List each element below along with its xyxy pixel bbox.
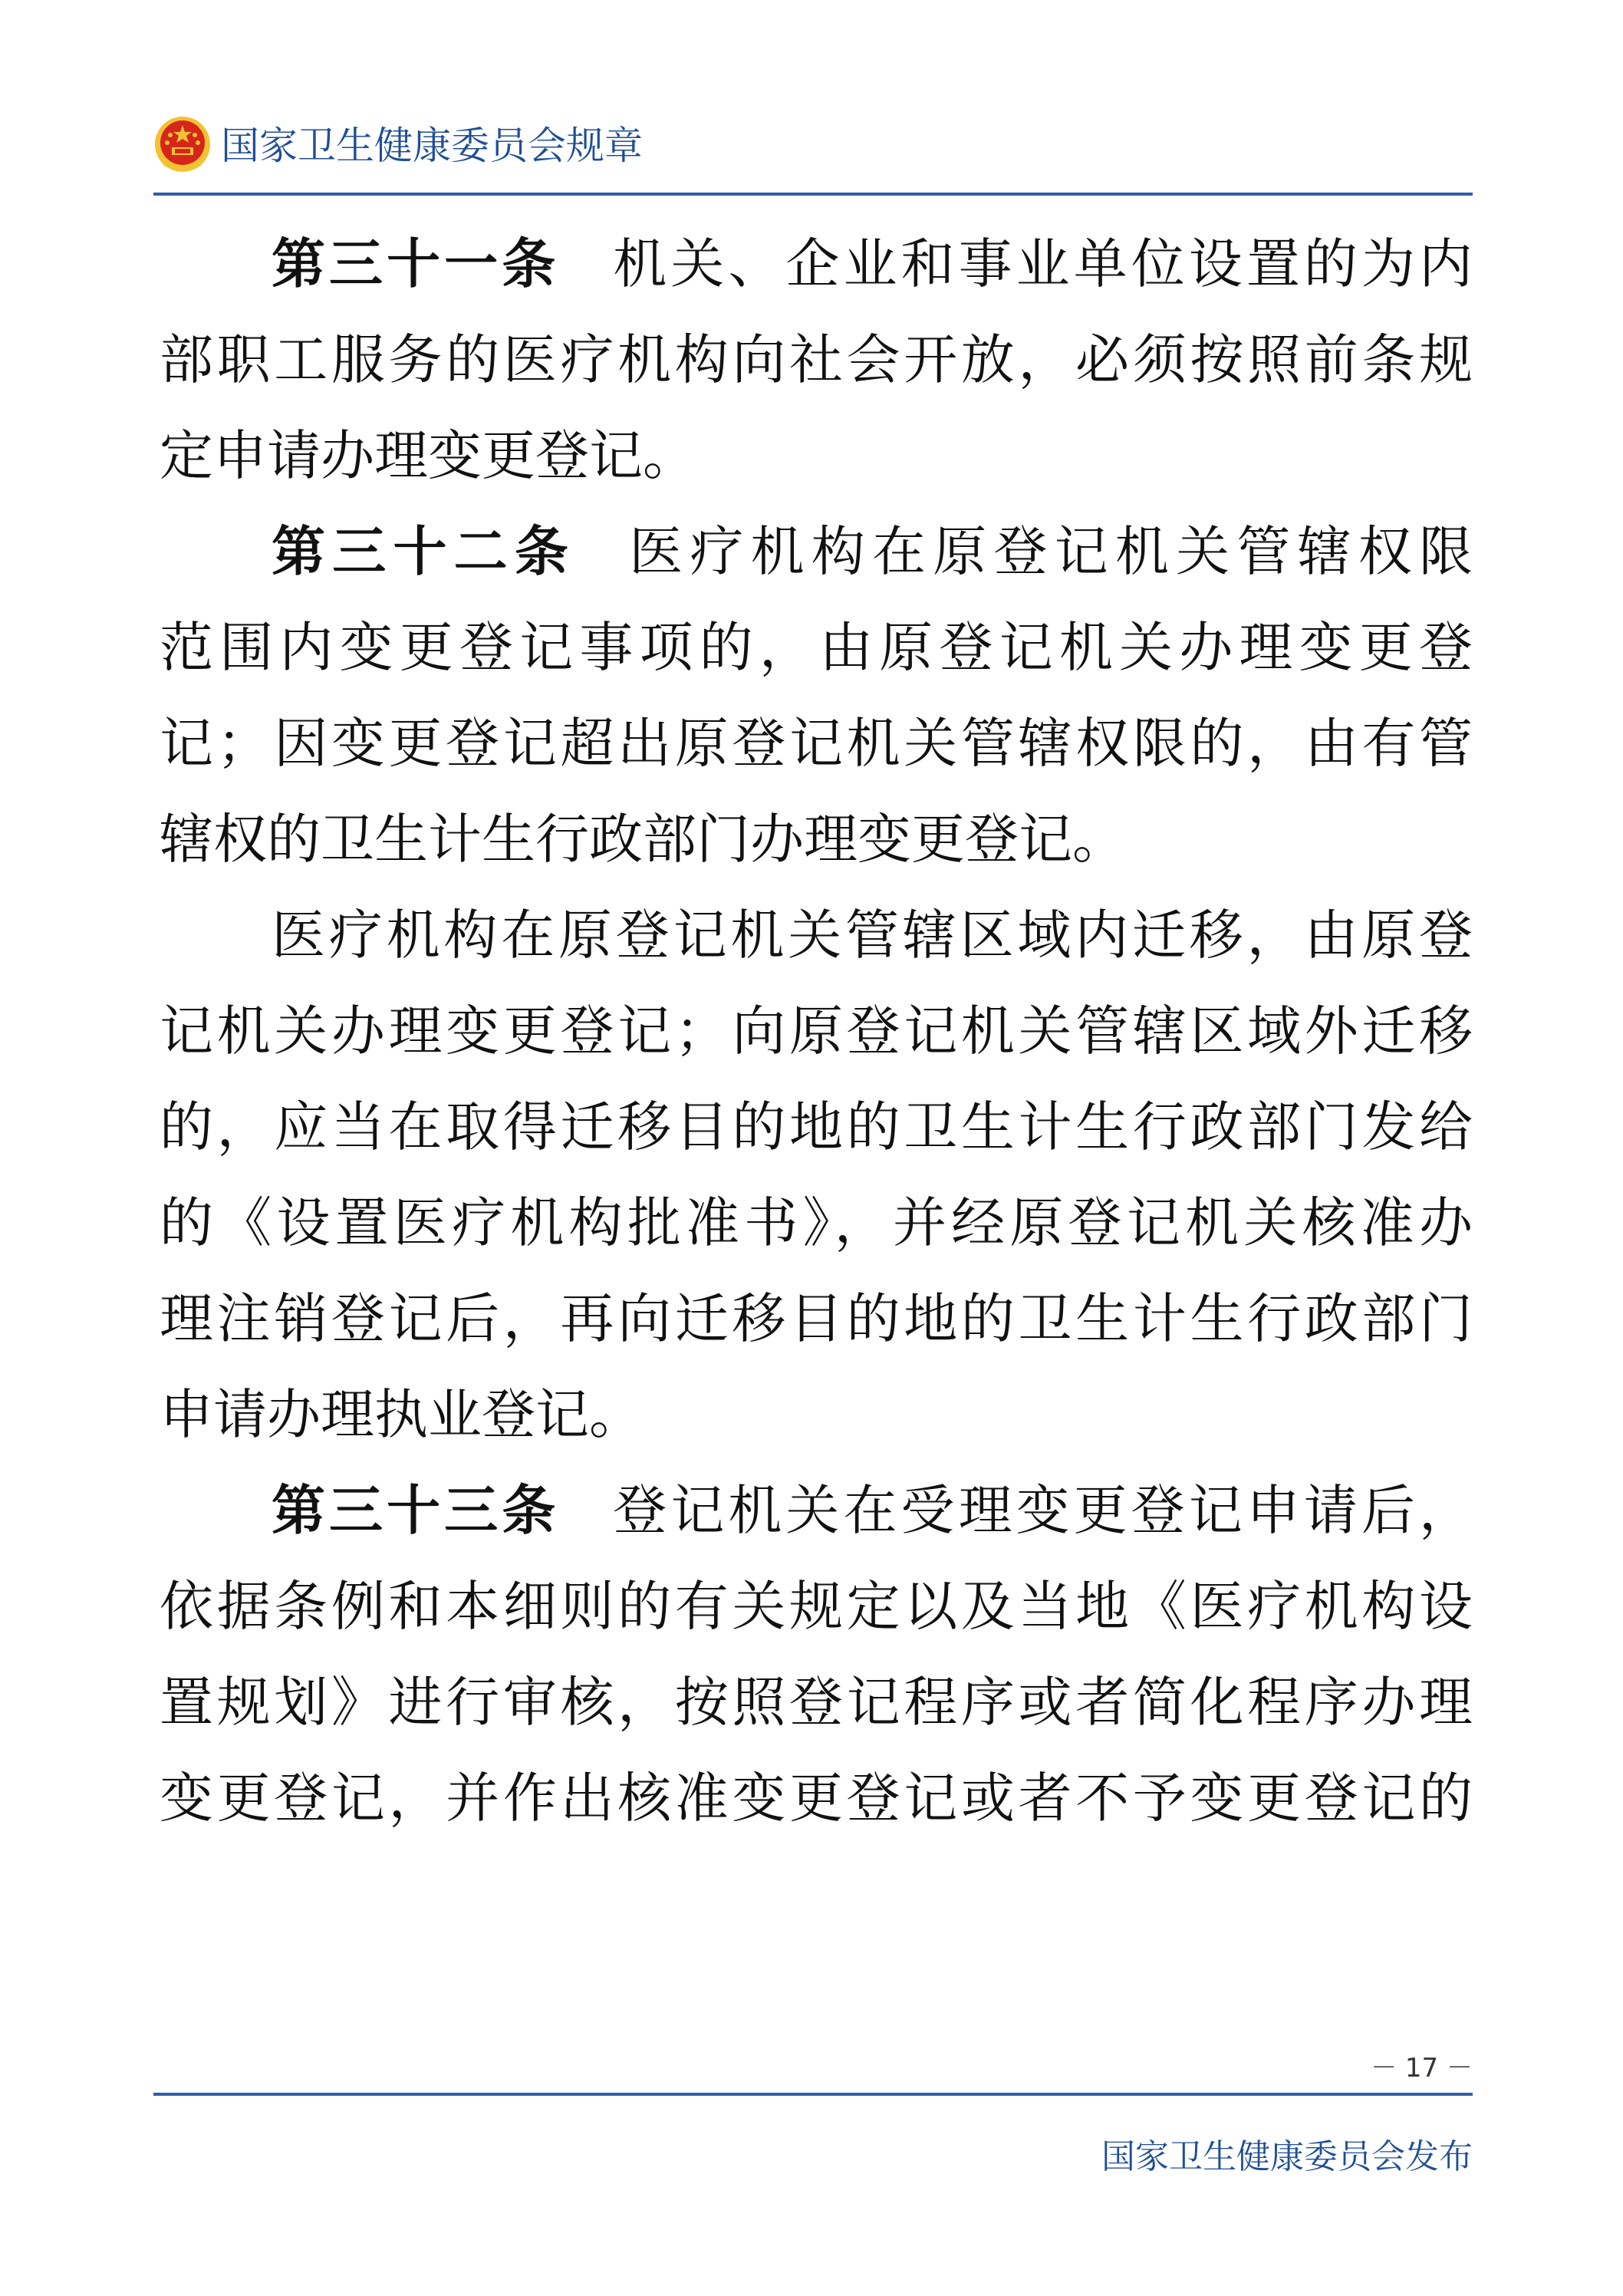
national-emblem-icon xyxy=(153,115,212,173)
text-line: 医疗机构在原登记机关管辖区域内迁移，由原登 xyxy=(272,904,1473,967)
text-line xyxy=(160,216,1473,312)
text-span: 机关、企业和事业单位设置的为内 xyxy=(613,232,1473,295)
text-line xyxy=(160,1463,1473,1559)
article-heading: 第三十三条 xyxy=(272,1479,560,1542)
text-line: 申请办理执业登记。 xyxy=(160,1383,643,1446)
text-span: 登记机关在受理变更登记申请后， xyxy=(613,1479,1473,1542)
text-line: 记；因变更登记超出原登记机关管辖权限的，由有管 xyxy=(160,712,1473,775)
text-line: 的《设置医疗机构批准书》，并经原登记机关核准办 xyxy=(160,1191,1473,1254)
text-line: 理注销登记后，再向迁移目的地的卫生计生行政部门 xyxy=(160,1287,1473,1350)
header-rule xyxy=(153,193,1473,196)
footer-publisher: 国家卫生健康委员会发布 xyxy=(1101,2137,1473,2176)
text-line xyxy=(160,504,1473,600)
text-line: 定申请办理变更登记。 xyxy=(160,424,696,487)
article-31 xyxy=(160,216,1473,504)
text-line: 的，应当在取得迁移目的地的卫生计生行政部门发给 xyxy=(160,1095,1473,1158)
text-line: 变更登记，并作出核准变更登记或者不予变更登记的 xyxy=(160,1767,1473,1830)
article-32 xyxy=(160,504,1473,1463)
document-body xyxy=(160,216,1473,1846)
text-line: 范围内变更登记事项的，由原登记机关办理变更登 xyxy=(160,616,1473,679)
text-line: 依据条例和本细则的有关规定以及当地《医疗机构设 xyxy=(160,1575,1473,1638)
text-span: 医疗机构在原登记机关管辖权限 xyxy=(629,520,1473,583)
footer-rule xyxy=(153,2093,1473,2096)
article-heading: 第三十一条 xyxy=(272,232,560,295)
text-line: 记机关办理变更登记；向原登记机关管辖区域外迁移 xyxy=(160,1000,1473,1062)
header-title: 国家卫生健康委员会规章 xyxy=(221,124,643,168)
text-line: 置规划》进行审核，按照登记程序或者简化程序办理 xyxy=(160,1671,1473,1734)
text-line: 辖权的卫生计生行政部门办理变更登记。 xyxy=(160,808,1126,871)
article-33 xyxy=(160,1463,1473,1846)
page-number: － 17 － xyxy=(1371,2053,1473,2084)
article-heading: 第三十二条 xyxy=(272,520,576,583)
text-line: 部职工服务的医疗机构向社会开放，必须按照前条规 xyxy=(160,328,1473,391)
